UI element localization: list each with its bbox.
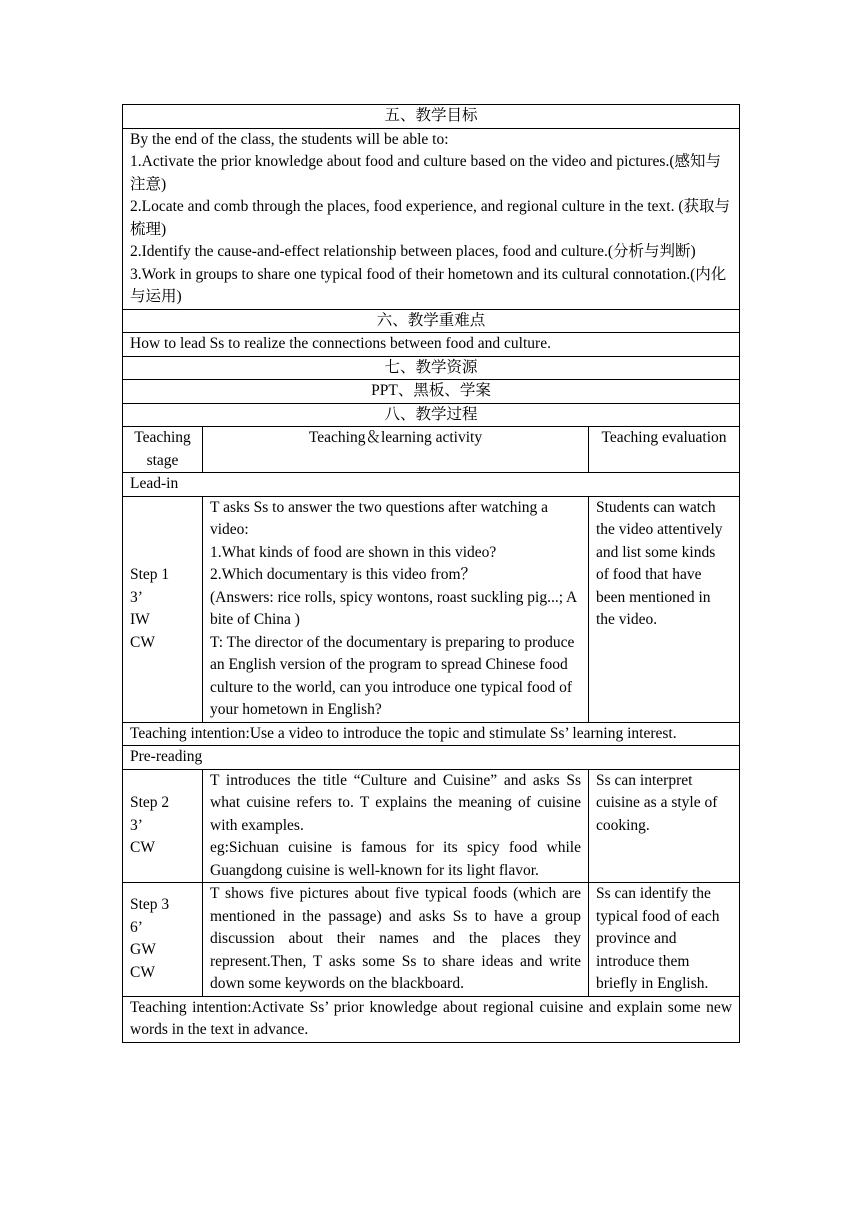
teaching-intention: Teaching intention:Use a video to introduce the topic and stimulate Ss’ learning interest. xyxy=(123,722,740,746)
step-mode: CW xyxy=(130,963,155,981)
section-label-prereading: Pre-reading xyxy=(123,746,740,770)
lesson-plan-page xyxy=(122,104,739,1043)
step-stage-cell xyxy=(123,496,203,722)
objectives-heading: 五、教学目标 xyxy=(123,105,740,129)
step-row xyxy=(123,769,740,883)
column-header-evaluation: Teaching evaluation xyxy=(589,427,740,473)
resources-heading: 七、教学资源 xyxy=(123,356,740,380)
activity-text: 1.What kinds of food are shown in this video? xyxy=(210,543,497,561)
step-mode: CW xyxy=(130,839,155,856)
objectives-row xyxy=(123,128,740,309)
step-activity-cell xyxy=(203,496,589,722)
objective-intro: By the end of the class, the students will be able to: xyxy=(130,130,449,148)
lesson-plan-table xyxy=(122,104,740,1043)
activity-text: T asks Ss to answer the two questions after watching a video: xyxy=(210,498,549,538)
key-points-heading: 六、教学重难点 xyxy=(123,309,740,333)
step-row xyxy=(123,496,740,722)
objective-item: 3.Work in groups to share one typical food of their hometown and its cultural connotation.(内化与运用) xyxy=(130,265,727,305)
resources-text: PPT、黑板、学案 xyxy=(123,380,740,404)
teaching-intention: Teaching intention:Activate Ss’ prior knowledge about regional cuisine and explain some new words in the text in advance. xyxy=(123,996,740,1042)
step-number: Step 3 xyxy=(130,896,170,914)
section-label-leadin: Lead-in xyxy=(123,473,740,497)
activity-text: eg:Sichuan cuisine is famous for its spicy food while Guangdong cuisine is well-known for its light flavor. xyxy=(210,839,581,879)
column-header-stage: Teaching stage xyxy=(123,427,203,473)
objective-item: 2.Identify the cause-and-effect relationship between places, food and culture.(分析与判断) xyxy=(130,243,696,260)
process-header-row xyxy=(123,427,740,473)
step-evaluation-cell: Ss can identify the typical food of each province and introduce them briefly in English. xyxy=(589,883,740,997)
step-row xyxy=(123,883,740,997)
objectives-heading-row xyxy=(123,105,740,129)
step-mode: IW xyxy=(130,611,150,628)
activity-text: T: The director of the documentary is preparing to produce an English version of the program to spread Chinese food culture to the world, can you introduce one typical food of your hometown in English? xyxy=(210,633,575,718)
activity-text: T shows five pictures about five typical foods (which are mentioned in the passage) and asks Ss to have a group discussion about their names and the places they represent.Then, T asks some Ss to share ideas and write down some keywords on the blackboard. xyxy=(210,885,581,992)
step-duration: 3’ xyxy=(130,588,143,606)
step-number: Step 2 xyxy=(130,794,170,811)
step-stage-cell xyxy=(123,883,203,997)
step-activity-cell xyxy=(203,769,589,883)
activity-text: T introduces the title “Culture and Cuisine” and asks Ss what cuisine refers to. T explains the meaning of cuisine with examples. xyxy=(210,771,581,834)
step-duration: 3’ xyxy=(130,816,143,834)
column-header-activity: Teaching＆learning activity xyxy=(203,427,589,473)
step-mode: GW xyxy=(130,941,156,959)
objectives-cell xyxy=(123,128,740,309)
key-points-text: How to lead Ss to realize the connections between food and culture. xyxy=(123,333,740,357)
step-evaluation-cell: Ss can interpret cuisine as a style of cooking. xyxy=(589,769,740,883)
step-duration: 6’ xyxy=(130,918,143,936)
step-evaluation-cell: Students can watch the video attentively and list some kinds of food that have been mentioned in the video. xyxy=(589,496,740,722)
step-mode: CW xyxy=(130,633,155,651)
activity-text: (Answers: rice rolls, spicy wontons, roast suckling pig...; A bite of China ) xyxy=(210,588,577,628)
process-heading: 八、教学过程 xyxy=(123,403,740,427)
objective-item: 1.Activate the prior knowledge about food and culture based on the video and pictures.(感知与注意) xyxy=(130,153,721,193)
objective-item: 2.Locate and comb through the places, food experience, and regional culture in the text. (获取与梳理) xyxy=(130,198,730,238)
step-stage-cell xyxy=(123,769,203,883)
activity-text: 2.Which documentary is this video from？ xyxy=(210,566,477,583)
step-activity-cell xyxy=(203,883,589,997)
step-number: Step 1 xyxy=(130,566,170,583)
